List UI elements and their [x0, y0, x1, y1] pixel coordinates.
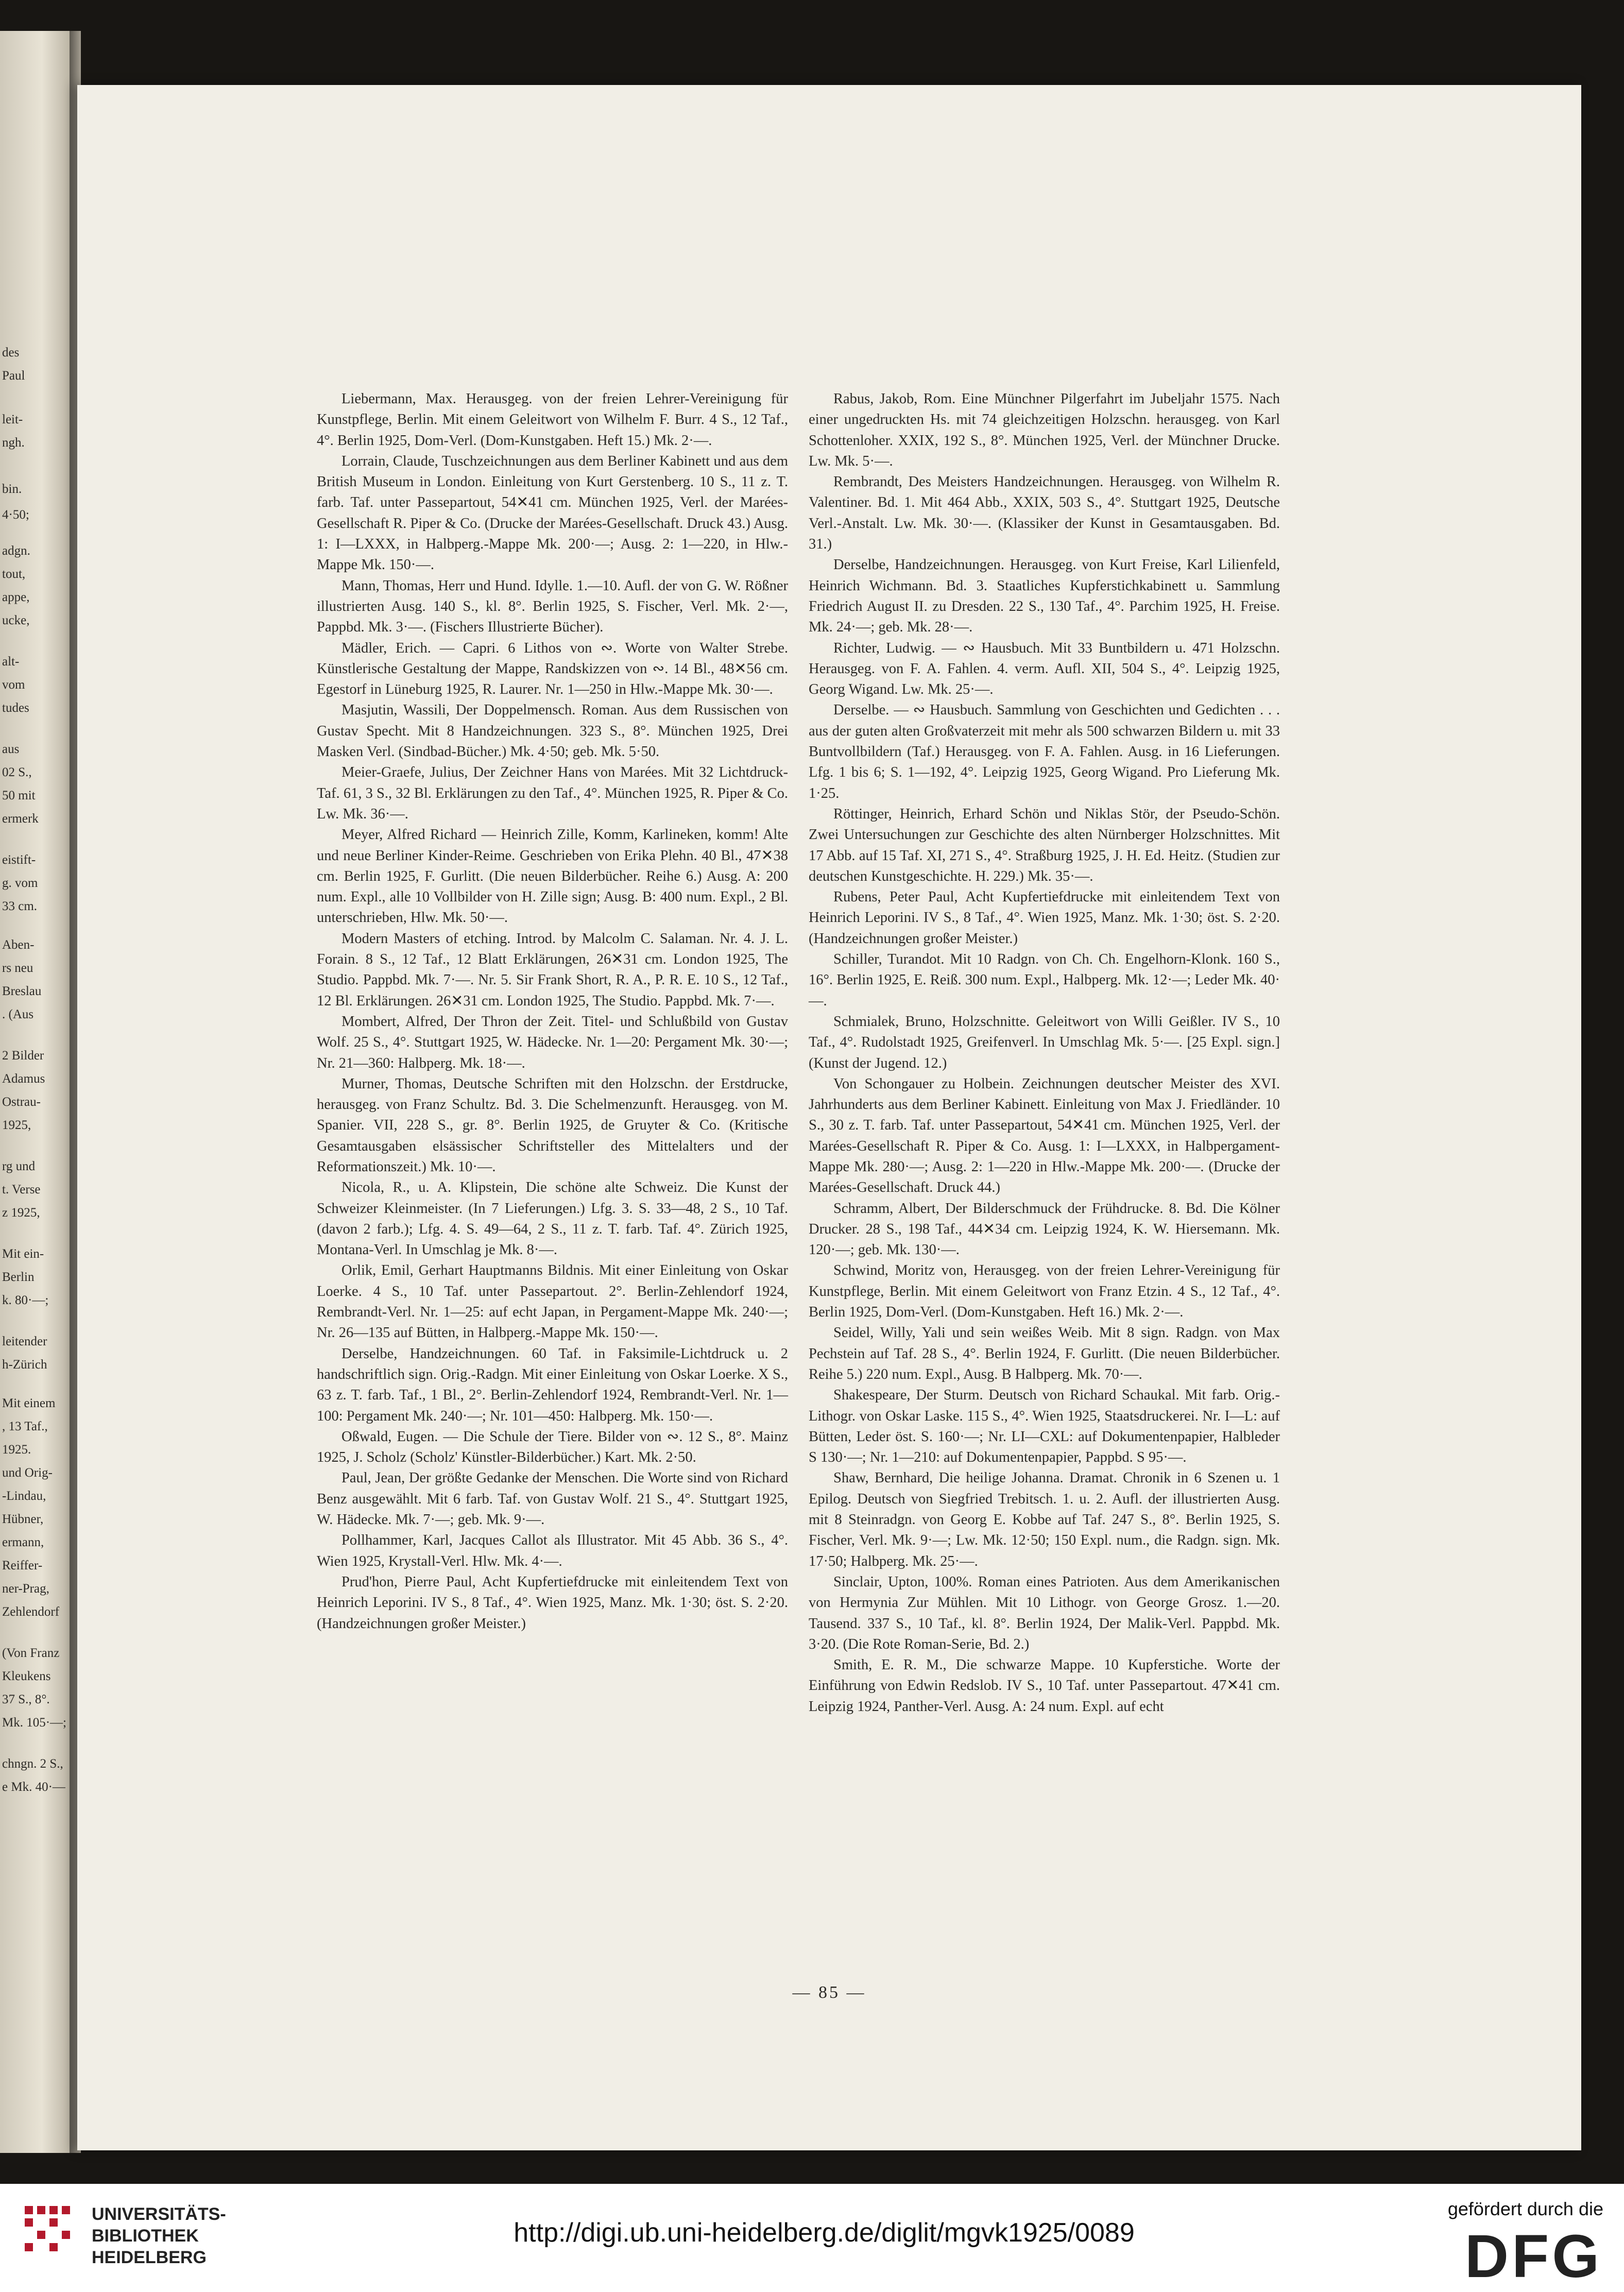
facing-page-text-fragment: rs neu: [2, 961, 33, 975]
bibliography-entry: Röttinger, Heinrich, Erhard Schön und Niklas Stör, der Pseudo-Schön. Zwei Untersuchungen zur Geschichte des alten Nürnberger Holzschnittes. Mit 17 Abb. auf 15 Taf. XI, 271 S., 4°. Straßburg 1925, J. H. Ed. Heitz. (Studien zur deutschen Kunstgeschichte. H. 229.) Mk. 35·—.: [809, 806, 1280, 884]
facing-page-text-fragment: t. Verse: [2, 1183, 41, 1196]
facing-page-text-fragment: 1925.: [2, 1443, 31, 1457]
facing-page-text-fragment: 50 mit: [2, 789, 36, 802]
facing-page-text-fragment: h-Zürich: [2, 1358, 47, 1372]
bibliography-entry: Seidel, Willy, Yali und sein weißes Weib. Mit 8 sign. Radgn. von Max Pechstein auf Taf. 28 S., 4°. Berlin 1924, F. Gurlitt. (Die neuen Bilderbücher. Reihe 5.) 220 num. Expl., Ausg. B Halbperg. Mk. 70·—.: [809, 1325, 1280, 1382]
university-library-logo: [21, 2202, 77, 2259]
bibliography-entry: Meier-Graefe, Julius, Der Zeichner Hans von Marées. Mit 32 Lichtdruck-Taf. 61, 3 S., 32 Bl. Erklärungen zu den Taf., 4°. München 1925, R. Piper & Co. Lw. Mk. 36·—.: [317, 764, 788, 822]
bibliography-entry: Pollhammer, Karl, Jacques Callot als Illustrator. Mit 45 Abb. 36 S., 4°. Wien 1925, Krystall-Verl. Hlw. Mk. 4·—.: [317, 1532, 788, 1569]
bibliography-entry: Shaw, Bernhard, Die heilige Johanna. Dramat. Chronik in 6 Szenen u. 1 Epilog. Deutsch von Siegfried Trebitsch. 1. u. 2. Aufl. der illustrierten Ausg. mit 8 Steinradgn. von Georg E. Kobbe auf Taf. 247 S., 8°. Berlin 1925, S. Fischer, Verl. Mk. 9·—; Lw. Mk. 12·50; 150 Expl. num., die Radgn. sign. Mk. 17·50; Halbperg. Mk. 25·—.: [809, 1470, 1280, 1569]
bibliography-entry: Sinclair, Upton, 100%. Roman eines Patrioten. Aus dem Amerikanischen von Hermynia Zur Mühlen. Mit 10 Lithogr. von George Grosz. 1.—20. Tausend. 337 S., 10 Taf., kl. 8°. Berlin 1924, Der Malik-Verl. Pappbd. Mk. 3·20. (Die Rote Roman-Serie, Bd. 2.): [809, 1573, 1280, 1652]
facing-page-text-fragment: Zehlendorf: [2, 1605, 60, 1619]
facing-page-edge: [0, 31, 70, 2153]
facing-page-text-fragment: , 13 Taf.,: [2, 1419, 48, 1433]
facing-page-text-fragment: -Lindau,: [2, 1489, 46, 1503]
bibliography-entry: Rabus, Jakob, Rom. Eine Münchner Pilgerfahrt im Jubeljahr 1575. Nach einer ungedruckten Hs. mit 74 gleichzeitigen Holzschn. herausgeg. von Karl Schottenloher. XXIX, 192 S., 8°. München 1925, Verl. der Münchner Drucke. Lw. Mk. 5·—.: [809, 391, 1280, 469]
institution-line-1: UNIVERSITÄTS-: [92, 2204, 226, 2224]
bibliography-entry: Shakespeare, Der Sturm. Deutsch von Richard Schaukal. Mit farb. Orig.-Lithogr. von Oskar Laske. 115 S., 4°. Wien 1925, Staatsdruckerei. Nr. I—L: auf Bütten, Leder öst. S. 160·—; Nr. LI—CXL: auf Dokumentenpapier, Halbleder S 130·—; Nr. 1—210: auf Dokumentenpapier, Pappbd. S 95·—.: [809, 1387, 1280, 1466]
bibliography-entry: Oßwald, Eugen. — Die Schule der Tiere. Bilder von ∾. 12 S., 8°. Mainz 1925, J. Scholz (Scholz' Künstler-Bilderbücher.) Kart. Mk. 2·50.: [317, 1428, 788, 1466]
facing-page-text-fragment: ermann,: [2, 1535, 44, 1549]
bibliography-entry: Modern Masters of etching. Introd. by Malcolm C. Salaman. Nr. 4. J. L. Forain. 8 S., 12 Taf., 12 Blatt Erklärungen, 26✕31 cm. London 1925, The Studio. Pappbd. Mk. 7·—. Nr. 5. Sir Frank Short, R. A., P. R. E. 10 S., 12 Taf., 12 Bl. Erklärungen. 26✕31 cm. London 1925, The Studio. Pappbd. Mk. 7·—.: [317, 930, 788, 1009]
facing-page-text-fragment: des: [2, 346, 20, 360]
facing-page-text-fragment: chngn. 2 S.,: [2, 1757, 63, 1771]
bibliography-entry: Mädler, Erich. — Capri. 6 Lithos von ∾. Worte von Walter Strebe. Künstlerische Gestaltung der Mappe, Randskizzen von ∾. 14 Bl., 48✕56 cm. Egestorf in Lüneburg 1925, R. Laurer. Nr. 1—250 in Hlw.-Mappe Mk. 30·—.: [317, 640, 788, 698]
facing-page-text-fragment: leitender: [2, 1335, 47, 1348]
facing-page-text-fragment: Mit einem: [2, 1396, 56, 1410]
facing-page-text-fragment: Breslau: [2, 984, 42, 998]
page-number: — 85 —: [792, 1983, 866, 2002]
facing-page-text-fragment: leit-: [2, 413, 23, 426]
bibliography-entry: Murner, Thomas, Deutsche Schriften mit den Holzschn. der Erstdrucke, herausgeg. von Franz Schultz. Bd. 3. Die Schelmenzunft. Herausgeg. von M. Spanier. VII, 228 S., gr. 8°. Berlin 1925, de Gruyter & Co. (Kritische Gesamtausgaben elsässischer Schriftsteller des Mittelalters und der Reformationszeit.) Mk. 10·—.: [317, 1075, 788, 1175]
bibliography-entry: Schramm, Albert, Der Bilderschmuck der Frühdrucke. 8. Bd. Die Kölner Drucker. 28 S., 198 Taf., 44✕34 cm. Leipzig 1924, K. W. Hiersemann. Mk. 120·—; geb. Mk. 130·—.: [809, 1200, 1280, 1258]
bibliography-entry: Lorrain, Claude, Tuschzeichnungen aus dem Berliner Kabinett und aus dem British Museum in London. Einleitung von Kurt Gerstenberg. 10 S., 11 z. T. farb. Taf. unter Passepartout, 54✕41 cm. München 1925, Verl. der Marées-Gesellschaft R. Piper & Co. (Drucke der Marées-Gesellschaft. Druck 43.) Ausg. 1: I—LXXX, in Halbperg.-Mappe Mk. 200·—; Ausg. 2: 1—220, in Hlw.-Mappe Mk. 150·—.: [317, 453, 788, 573]
facing-page-text-fragment: . (Aus: [2, 1007, 34, 1021]
facing-page-text-fragment: ngh.: [2, 436, 25, 450]
facing-page-text-fragment: vom: [2, 678, 25, 692]
institution-line-3: HEIDELBERG: [92, 2248, 207, 2267]
viewer-footer: [0, 2184, 1624, 2292]
facing-page-text-fragment: Aben-: [2, 938, 35, 952]
dfg-logo: DFG: [1464, 2222, 1602, 2290]
university-library-name: [92, 2203, 226, 2268]
facing-page-text-fragment: aus: [2, 742, 20, 756]
facing-page-text-fragment: bin.: [2, 482, 22, 496]
facing-page-text-fragment: ner-Prag,: [2, 1582, 49, 1596]
bibliography-entry: Prud'hon, Pierre Paul, Acht Kupfertiefdrucke mit einleitendem Text von Heinrich Leporini. IV S., 8 Taf., 4°. Wien 1925, Manz. Mk. 1·30; öst. S. 2·20. (Handzeichnungen großer Meister.): [317, 1573, 788, 1632]
bibliography-entry: Liebermann, Max. Herausgeg. von der freien Lehrer-Vereinigung für Kunstpflege, Berlin. Mit einem Geleitwort von Wilhelm F. Burr. 4 S., 12 Taf., 4°. Berlin 1925, Dom-Verl. (Dom-Kunstgaben. Heft 15.) Mk. 2·—.: [317, 391, 788, 449]
facing-page-text-fragment: tudes: [2, 701, 29, 715]
funding-label: gefördert durch die: [1447, 2198, 1603, 2219]
facing-page-text-fragment: 37 S., 8°.: [2, 1692, 50, 1706]
bibliography-entry: Derselbe, Handzeichnungen. Herausgeg. von Kurt Freise, Karl Lilienfeld, Heinrich Wichmann. Bd. 3. Staatliches Kupferstichkabinett u. Sammlung Friedrich August II. zu Dresden. 22 S., 130 Taf., 4°. Parchim 1925, H. Freise. Mk. 24·—; geb. Mk. 28·—.: [809, 557, 1280, 636]
facing-page-text-fragment: Hübner,: [2, 1512, 44, 1526]
bibliography-entry: Rubens, Peter Paul, Acht Kupfertiefdrucke mit einleitendem Text von Heinrich Leporini. IV S., 8 Taf., 4°. Wien 1925, Manz. Mk. 1·30; öst. S. 2·20. (Handzeichnungen großer Meister.): [809, 889, 1280, 947]
bibliography-entry: Schiller, Turandot. Mit 10 Radgn. von Ch. Ch. Engelhorn-Klonk. 160 S., 16°. Berlin 1925, E. Reiß. 300 num. Expl., Halbperg. Mk. 12·—; Leder Mk. 40·—.: [809, 951, 1280, 1009]
text-column-left: [317, 389, 788, 1634]
facing-page-text-fragment: Adamus: [2, 1072, 45, 1086]
facing-page-text-fragment: eistift-: [2, 853, 36, 867]
bibliography-entry: Mann, Thomas, Herr und Hund. Idylle. 1.—10. Aufl. der von G. W. Rößner illustrierten Ausg. 140 S., kl. 8°. Berlin 1925, S. Fischer, Verl. Mk. 2·—, Pappbd. Mk. 3·—. (Fischers Illustrierte Bücher).: [317, 577, 788, 636]
bibliography-entry: Schmialek, Bruno, Holzschnitte. Geleitwort von Willi Geißler. IV S., 10 Taf., 4°. Rudolstadt 1925, Greifenverl. In Umschlag Mk. 5·—. [25 Expl. sign.] (Kunst der Jugend. 12.): [809, 1013, 1280, 1071]
facing-page-text-fragment: g. vom: [2, 876, 38, 890]
facing-page-text-fragment: Mk. 105·—;: [2, 1716, 66, 1730]
facing-page-text-fragment: 1925,: [2, 1118, 31, 1132]
source-url-link[interactable]: http://digi.ub.uni-heidelberg.de/diglit/mgvk1925/0089: [514, 2218, 1135, 2248]
facing-page-text-fragment: rg und: [2, 1159, 36, 1173]
facing-page-text-fragment: 02 S.,: [2, 765, 32, 779]
facing-page-text-fragment: z 1925,: [2, 1206, 40, 1220]
facing-page-text-fragment: tout,: [2, 567, 26, 581]
facing-page-text-fragment: adgn.: [2, 544, 30, 558]
facing-page-text-fragment: 2 Bilder: [2, 1049, 44, 1063]
bibliography-entry: Orlik, Emil, Gerhart Hauptmanns Bildnis. Mit einer Einleitung von Oskar Loerke. 4 S., 10 Taf. unter Passepartout. 2°. Berlin-Zehlendorf 1924, Rembrandt-Verl. Nr. 1—25: auf echt Japan, in Pergament-Mappe Mk. 240·—; Nr. 26—135 auf Bütten, in Halbperg.-Mappe Mk. 150·—.: [317, 1262, 788, 1341]
facing-page-text-fragment: 4·50;: [2, 508, 29, 522]
facing-page-text-fragment: Kleukens: [2, 1669, 51, 1683]
facing-page-text-fragment: e Mk. 40·—: [2, 1780, 65, 1794]
facing-page-text-fragment: 33 cm.: [2, 899, 38, 913]
facing-page-text-fragment: alt-: [2, 655, 20, 669]
text-column-right: [809, 389, 1280, 1717]
bibliography-entry: Mombert, Alfred, Der Thron der Zeit. Titel- und Schlußbild von Gustav Wolf. 25 S., 4°. Stuttgart 1925, W. Hädecke. Nr. 1—20: Pergament Mk. 30·—; Nr. 21—360: Halbperg. Mk. 18·—.: [317, 1013, 788, 1071]
bibliography-entry: Nicola, R., u. A. Klipstein, Die schöne alte Schweiz. Die Kunst der Schweizer Kleinmeister. (In 7 Lieferungen.) Lfg. 3. S. 33—48, 2 S., 10 Taf. (davon 2 farb.); Lfg. 4. S. 49—64, 2 S., 11 z. T. farb. Taf. 4°. Zürich 1925, Montana-Verl. In Umschlag je Mk. 8·—.: [317, 1179, 788, 1258]
facing-page-text-fragment: Ostrau-: [2, 1095, 41, 1109]
facing-page-text-fragment: und Orig-: [2, 1466, 53, 1480]
bibliography-entry: Derselbe. — ∾ Hausbuch. Sammlung von Geschichten und Gedichten . . . aus der guten alten Großvaterzeit mit mehr als 500 schwarzen Bildern u. mit 33 Buntvollbildern (Taf.) Herausgeg. von F. A. Fahlen. Ausg. in 16 Lieferungen. Lfg. 1 bis 6; S. 1—192, 4°. Leipzig 1925, Georg Wigand. Pro Lieferung Mk. 1·25.: [809, 702, 1280, 801]
facing-page-text-fragment: Berlin: [2, 1270, 35, 1284]
bibliography-entry: Von Schongauer zu Holbein. Zeichnungen deutscher Meister des XVI. Jahrhunderts aus dem Berliner Kabinett. Einleitung von Max J. Friedländer. 10 S., 30 z. T. farb. Taf. unter Passepartout, 54✕41 cm. München 1925, Verl. der Marées-Gesellschaft R. Piper & Co. Ausg. 1: I—LXXX, in Halbpergament-Mappe Mk. 280·—; Ausg. 2: 1—220 in Hlw.-Mappe Mk. 200·—. (Drucke der Marées-Gesellschaft. Druck 44.): [809, 1075, 1280, 1196]
bibliography-entry: Meyer, Alfred Richard — Heinrich Zille, Komm, Karlineken, komm! Alte und neue Berliner Kinder-Reime. Geschrieben von Erika Plehn. 40 Bl., 47✕38 cm. Berlin 1925, F. Gurlitt. (Die neuen Bilderbücher. Reihe 6.) Ausg. A: 200 num. Expl., alle 10 Vollbilder von H. Zille sign; Ausg. B: 400 num. Expl., 2 Bl. unterschrieben, Hlw. Mk. 50·—.: [317, 827, 788, 926]
bibliography-entry: Derselbe, Handzeichnungen. 60 Taf. in Faksimile-Lichtdruck u. 2 handschriftlich sign. Orig.-Radgn. Mit einer Einleitung von Oskar Loerke. X S., 63 z. T. farb. Taf., 1 Bl., 2°. Berlin-Zehlendorf 1924, Rembrandt-Verl. Nr. 1—100: Pergament Mk. 240·—; Nr. 101—450: Halbperg. Mk. 150·—.: [317, 1345, 788, 1424]
bibliography-entry: Richter, Ludwig. — ∾ Hausbuch. Mit 33 Buntbildern u. 471 Holzschn. Herausgeg. von F. A. Fahlen. 4. verm. Aufl. XII, 504 S., 4°. Leipzig 1925, Georg Wigand. Lw. Mk. 25·—.: [809, 640, 1280, 698]
facing-page-text-fragment: Paul: [2, 369, 25, 383]
facing-page-text-fragment: k. 80·—;: [2, 1293, 49, 1307]
facing-page-text-fragment: ermerk: [2, 812, 39, 826]
facing-page-text-fragment: Mit ein-: [2, 1247, 44, 1261]
bibliography-entry: Paul, Jean, Der größte Gedanke der Menschen. Die Worte sind von Richard Benz ausgewählt. Mit 6 farb. Taf. von Gustav Wolf. 21 S., 4°. Stuttgart 1925, W. Hädecke. Mk. 7·—; geb. Mk. 9·—.: [317, 1470, 788, 1528]
facing-page-text-fragment: Reiffer-: [2, 1559, 43, 1572]
facing-page-text-fragment: appe,: [2, 590, 30, 604]
bibliography-entry: Masjutin, Wassili, Der Doppelmensch. Roman. Aus dem Russischen von Gustav Specht. Mit 8 Handzeichnungen. 323 S., 8°. München 1925, Drei Masken Verl. (Sindbad-Bücher.) Mk. 4·50; geb. Mk. 5·50.: [317, 702, 788, 760]
facing-page-text-fragment: ucke,: [2, 613, 30, 627]
bibliography-entry: Smith, E. R. M., Die schwarze Mappe. 10 Kupferstiche. Worte der Einführung von Edwin Redslob. IV S., 10 Taf. unter Passepartout. 47✕41 cm. Leipzig 1924, Panther-Verl. Ausg. A: 24 num. Expl. auf echt: [809, 1657, 1280, 1715]
institution-line-2: BIBLIOTHEK: [92, 2226, 199, 2246]
bibliography-entry: Rembrandt, Des Meisters Handzeichnungen. Herausgeg. von Wilhelm R. Valentiner. Bd. 1. Mit 464 Abb., XXIX, 503 S., 4°. Stuttgart 1925, Deutsche Verl.-Anstalt. Lw. Mk. 30·—. (Klassiker der Kunst in Gesamtausgaben. Bd. 31.): [809, 474, 1280, 553]
bibliography-entry: Schwind, Moritz von, Herausgeg. von der freien Lehrer-Vereinigung für Kunstpflege, Berlin. Mit einem Geleitwort von Franz Etzin. 4 S., 12 Taf., 4°. Berlin 1925, Dom-Verl. (Dom-Kunstgaben. Heft 16.) Mk. 2·—.: [809, 1262, 1280, 1321]
facing-page-text-fragment: (Von Franz: [2, 1646, 60, 1660]
book-page: [77, 85, 1581, 2150]
